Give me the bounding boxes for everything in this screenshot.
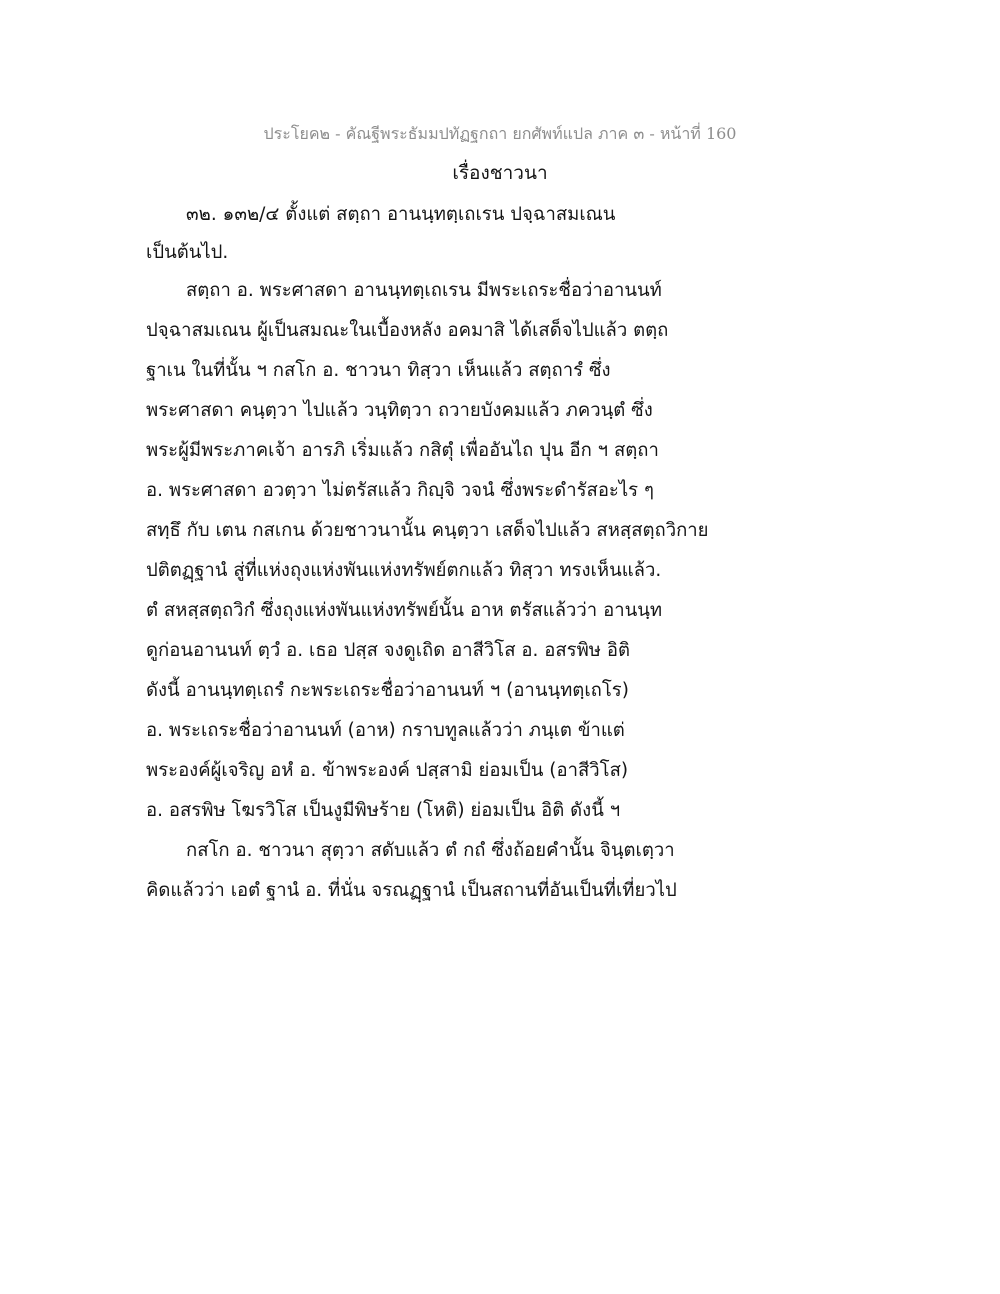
text-line: ดังนี้ อานนฺทตฺเถรํ กะพระเถระชื่อว่าอานนท์ ฯ (อานนฺทตฺเถโร) <box>146 680 629 701</box>
text-line: เป็นต้นไป. <box>146 242 229 263</box>
text-line: ฐาเน ในที่นั้น ฯ กสโก อ. ชาวนา ทิสฺวา เห็นแล้ว สตฺถารํ ซึ่ง <box>146 360 611 381</box>
text-line: ๓๒. ๑๓๒/๔ ตั้งแต่ สตฺถา อานนฺทตฺเถเรน ปจฺฉาสมเณน <box>186 204 616 225</box>
text-line: อ. พระเถระชื่อว่าอานนท์ (อาห) กราบทูลแล้วว่า ภนฺเต ข้าแต่ <box>146 720 625 741</box>
text-line: ปจฺฉาสมเณน ผู้เป็นสมณะในเบื้องหลัง อคมาสิ ได้เสด็จไปแล้ว ตตฺถ <box>146 320 669 341</box>
text-line: ตํ สหสฺสตฺถวิกํ ซึ่งถุงแห่งพันแห่งทรัพย์นั้น อาห ตรัสแล้วว่า อานนฺท <box>146 600 663 621</box>
text-line: พระองค์ผู้เจริญ อหํ อ. ข้าพระองค์ ปสฺสามิ ย่อมเป็น (อาสีวิโส) <box>146 760 629 781</box>
text-line: ปติตฏฺฐานํ สู่ที่แห่งถุงแห่งพันแห่งทรัพย์ตกแล้ว ทิสฺวา ทรงเห็นแล้ว. <box>146 560 662 581</box>
text-line: พระศาสดา คนฺตฺวา ไปแล้ว วนฺทิตฺวา ถวายบังคมแล้ว ภควนฺตํ ซึ่ง <box>146 400 653 421</box>
text-line: อ. อสรพิษ โฆรวิโส เป็นงูมีพิษร้าย (โหติ) ย่อมเป็น อิติ ดังนี้ ฯ <box>146 800 621 821</box>
page-header: ประโยค๒ - คัณฐีพระธัมมปทัฏฐกถา ยกศัพท์แปล ภาค ๓ - หน้าที่ 160 <box>263 124 737 143</box>
text-line: สตฺถา อ. พระศาสดา อานนฺทตฺเถเรน มีพระเถระชื่อว่าอานนท์ <box>186 280 662 301</box>
text-line: กสโก อ. ชาวนา สุตฺวา สดับแล้ว ตํ กถํ ซึ่งถ้อยคำนั้น จินฺตเตฺวา <box>186 840 675 861</box>
story-title: เรื่องชาวนา <box>452 162 548 184</box>
text-line: พระผู้มีพระภาคเจ้า อารภิ เริ่มแล้ว กสิตุํ เพื่ออันไถ ปุน อีก ฯ สตฺถา <box>146 440 659 461</box>
text-line: สทฺธึ กับ เตน กสเกน ด้วยชาวนานั้น คนฺตฺวา เสด็จไปแล้ว สหสฺสตฺถวิกาย <box>146 520 709 541</box>
text-line: ดูก่อนอานนท์ ตฺวํ อ. เธอ ปสฺส จงดูเถิด อาสีวิโส อ. อสรพิษ อิติ <box>146 640 631 661</box>
text-line: คิดแล้วว่า เอตํ ฐานํ อ. ที่นั่น จรณฏฺฐานํ เป็นสถานที่อันเป็นที่เที่ยวไป <box>146 880 677 901</box>
text-line: อ. พระศาสดา อวตฺวา ไม่ตรัสแล้ว กิญฺจิ วจนํ ซึ่งพระดำรัสอะไร ๆ <box>146 480 654 501</box>
